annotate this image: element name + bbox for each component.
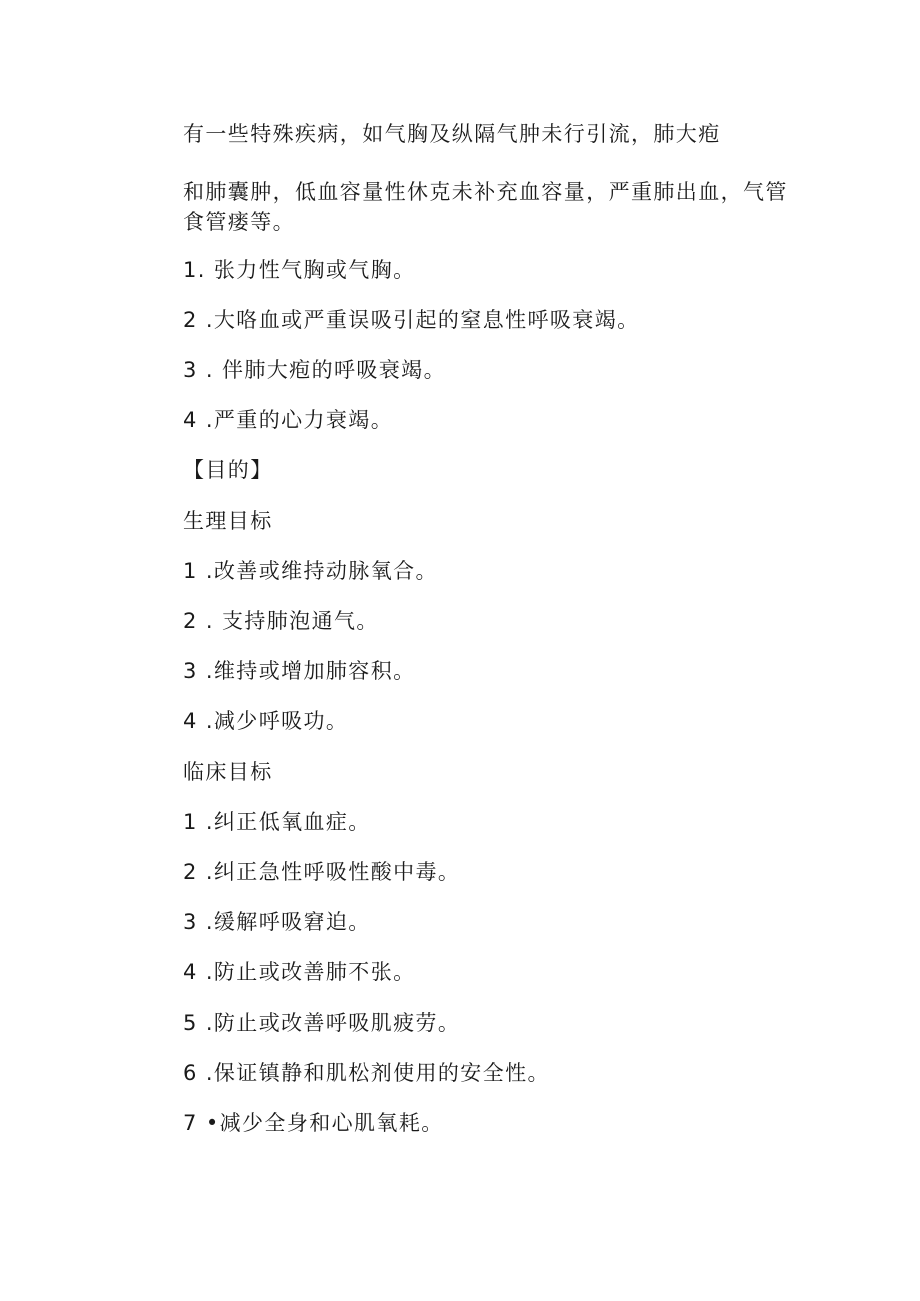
clinical-item-7: 7 •减少全身和心肌氧耗。: [183, 1111, 444, 1135]
clinical-item-3: 3 .缓解呼吸窘迫。: [183, 910, 371, 934]
clinical-item-2: 2 .纠正急性呼吸性酸中毒。: [183, 860, 461, 884]
purpose-heading: 【目的】: [183, 458, 273, 482]
contraindication-item-3: 3 . 伴肺大疱的呼吸衰竭。: [183, 358, 446, 382]
physiological-item-1: 1 .改善或维持动脉氧合。: [183, 559, 438, 583]
contraindication-item-2: 2 .大咯血或严重误吸引起的窒息性呼吸衰竭。: [183, 308, 640, 332]
physiological-item-3: 3 .维持或增加肺容积。: [183, 659, 416, 683]
physiological-item-4: 4 .减少呼吸功。: [183, 709, 349, 733]
clinical-item-6: 6 .保证镇静和肌松剂使用的安全性。: [183, 1061, 550, 1085]
contraindication-item-4: 4 .严重的心力衰竭。: [183, 408, 394, 432]
physiological-item-2: 2 . 支持肺泡通气。: [183, 609, 379, 633]
clinical-heading: 临床目标: [183, 760, 273, 784]
clinical-item-1: 1 .纠正低氧血症。: [183, 810, 371, 834]
intro-line-2: 和肺囊肿，低血容量性休克未补充血容量，严重肺出血，气管食管瘘等。: [183, 180, 788, 234]
clinical-item-4: 4 .防止或改善肺不张。: [183, 960, 416, 984]
intro-line-1: 有一些特殊疾病，如气胸及纵隔气肿未行引流，肺大疱: [183, 122, 721, 146]
contraindication-item-1: 1. 张力性气胸或气胸。: [183, 258, 416, 282]
physiological-heading: 生理目标: [183, 509, 273, 533]
clinical-item-5: 5 .防止或改善呼吸肌疲劳。: [183, 1011, 461, 1035]
